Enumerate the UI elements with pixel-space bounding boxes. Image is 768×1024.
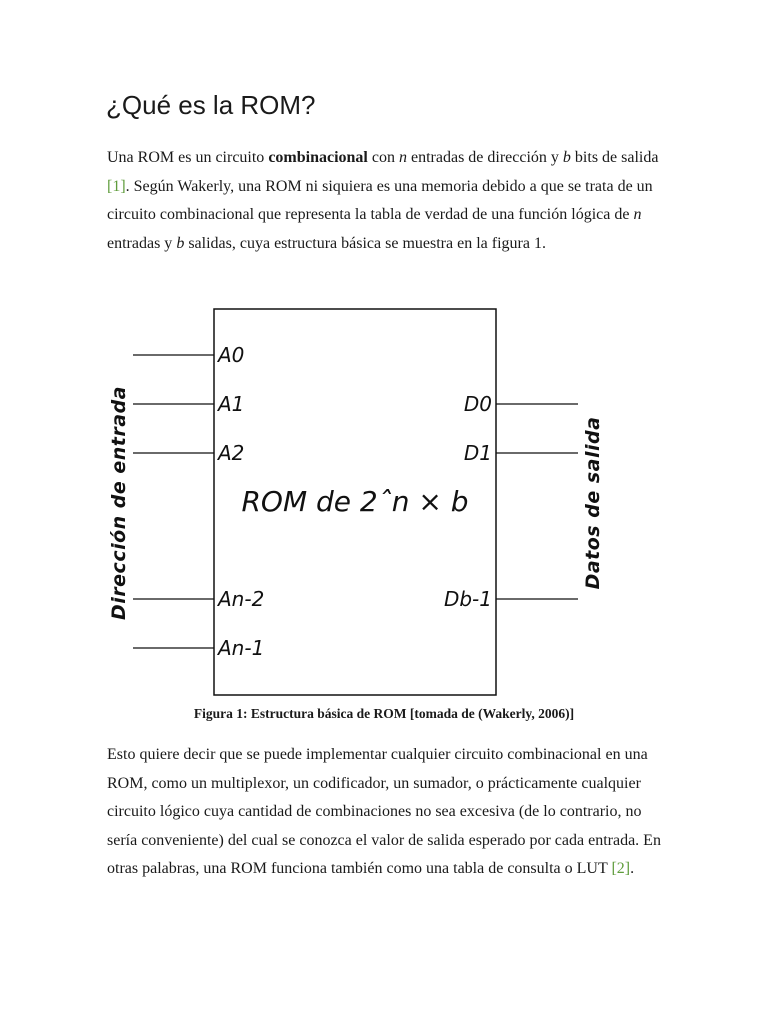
output-side-label: Datos de salida [582, 416, 604, 590]
pin-label-a2: A2 [218, 441, 245, 465]
body-paragraph-2 [107, 741, 667, 884]
pin-label-d1: D1 [463, 441, 492, 465]
body2-text: Esto quiere decir que se puede implementar cualquier circuito combinacional en una ROM, como un multiplexor, un codificador, un sumador, o prácticamente cualquier circuito lógico cuya cantidad de combinaciones no sea excesiva (de lo contrario, no sería conveniente) del cual se conozca el valor de salida esperado por cada entrada. En otras palabras, una ROM funciona también como una tabla de consulta o LUT [107, 746, 661, 877]
page-title: ¿Qué es la ROM? [106, 90, 316, 120]
input-side-label: Dirección de entrada [108, 386, 130, 620]
intro-text-5: . Según Wakerly, una ROM ni siquiera es una memoria debido a que se trata de un circuito combinacional que representa la tabla de verdad de una función lógica de [107, 177, 653, 223]
intro-text-6: entradas y [107, 234, 177, 252]
intro-var-n: n [398, 149, 407, 166]
pin-label-a1: A1 [218, 392, 245, 416]
intro-text-4: bits de salida [570, 149, 659, 166]
intro-text-2: con [367, 149, 399, 166]
intro-var-b-2: b [176, 234, 185, 252]
intro-var-b: b [562, 149, 571, 166]
intro-text-3: entradas de dirección y [406, 149, 563, 166]
body2-end: . [630, 860, 635, 877]
intro-text-7: salidas, cuya estructura básica se muestra en la figura 1. [184, 234, 546, 252]
pin-label-an-1: An-1 [218, 636, 265, 660]
pin-label-an-2: An-2 [218, 587, 265, 611]
intro-text-1: Una ROM es un circuito [107, 149, 269, 166]
pin-label-db-1: Db-1 [443, 587, 492, 611]
intro-var-n-2: n [633, 206, 642, 223]
intro-bold-term: combinacional [268, 149, 368, 166]
figure-caption: Figura 1: Estructura básica de ROM [tomada de (Wakerly, 2006)] [193, 706, 575, 721]
pin-label-d0: D0 [463, 392, 492, 416]
pin-label-a0: A0 [218, 343, 245, 367]
rom-center-label: ROM de 2ˆn × b [241, 485, 469, 518]
reference-link-2[interactable]: [2] [611, 860, 631, 877]
reference-link-1[interactable]: [1] [107, 177, 126, 195]
